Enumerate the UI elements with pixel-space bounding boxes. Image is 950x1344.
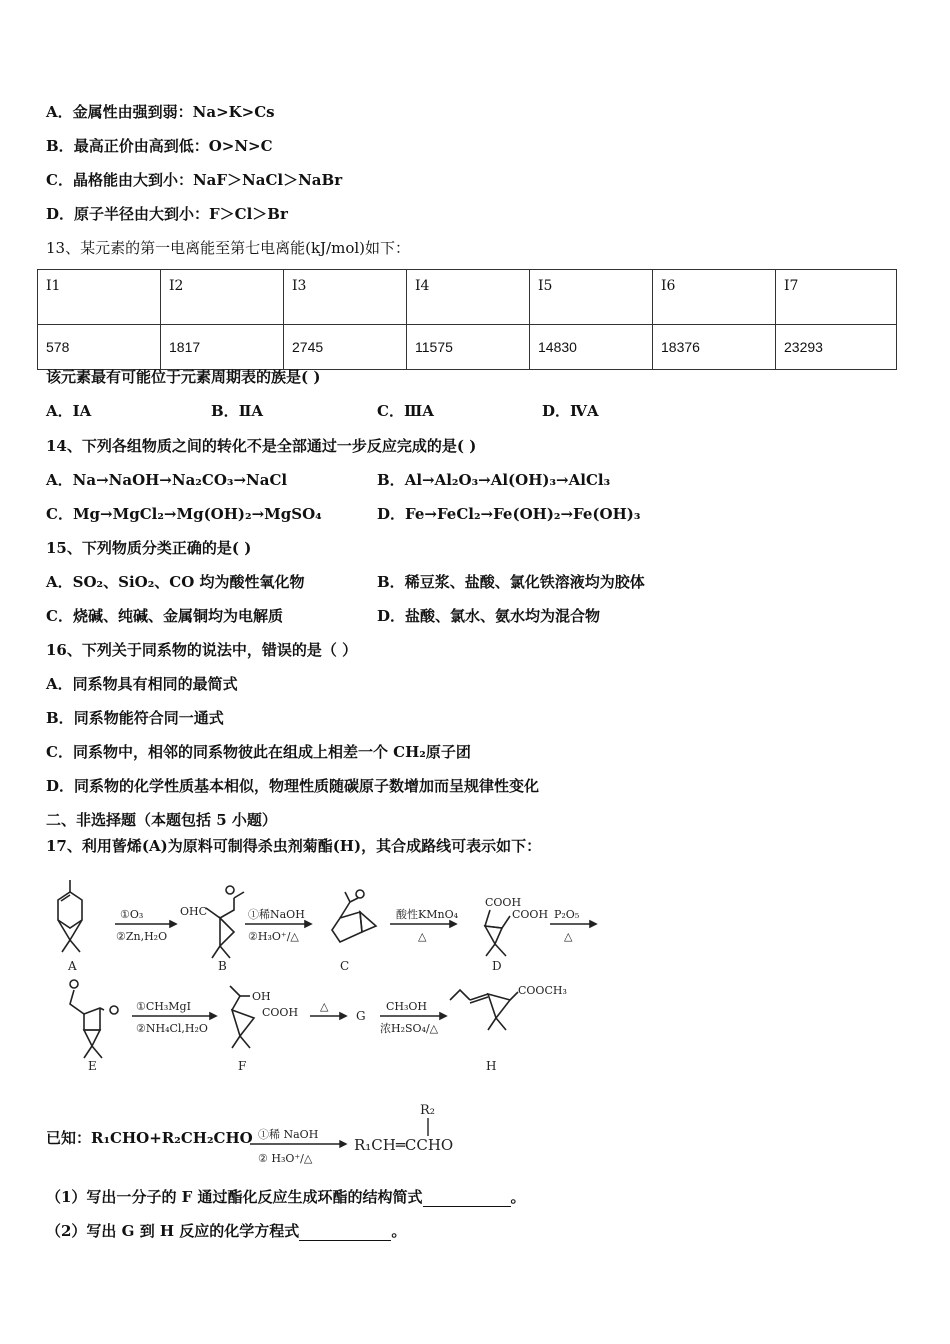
cond-ozone: ①O₃ [120, 908, 144, 921]
q16-option-d: D．同系物的化学性质基本相似，物理性质随碳原子数增加而呈规律性变化 [46, 777, 540, 795]
table-cell: 18376 [653, 325, 776, 370]
table-header-cell: I3 [284, 270, 407, 325]
cond-methanol: CH₃OH [386, 1000, 428, 1013]
label-b: B [218, 959, 227, 973]
cond-dilute-naoh: ①稀NaOH [248, 908, 305, 921]
ionization-energy-table [37, 269, 897, 370]
q14-option-c: C．Mg→MgCl₂→Mg(OH)₂→MgSO₄ [46, 505, 322, 523]
known-reaction-arrow [246, 1100, 496, 1172]
table-cell: 11575 [407, 325, 530, 370]
known-cond-bottom: ② H₃O⁺/△ [258, 1152, 313, 1165]
table-cell: 2745 [284, 325, 407, 370]
compound-a-structure [58, 880, 82, 952]
answer-blank-2[interactable] [299, 1224, 391, 1241]
cond-ch3mgi: ①CH₃MgI [136, 1000, 191, 1013]
cond-heat-3: △ [320, 1000, 329, 1013]
known-reaction: 已知：R₁CHO+R₂CH₂CHO [46, 1129, 253, 1147]
q13-option-b: B．ⅡA [211, 402, 263, 420]
q16-option-c: C．同系物中，相邻的同系物彼此在组成上相差一个 CH₂原子团 [46, 743, 471, 761]
compound-d-structure [485, 896, 548, 956]
q14-option-d: D．Fe→FeCl₂→Fe(OH)₂→Fe(OH)₃ [377, 505, 641, 523]
d-cooh-right: COOH [512, 908, 549, 921]
label-f: F [238, 1059, 247, 1073]
compound-b-structure [180, 886, 244, 958]
cond-zn-water: ②Zn,H₂O [116, 930, 168, 943]
q15-option-d: D．盐酸、氯水、氨水均为混合物 [377, 607, 601, 625]
label-g: G [356, 1009, 366, 1023]
q13-option-d: D．ⅣA [542, 402, 599, 420]
cond-heat-1: △ [418, 930, 427, 943]
section-two-heading: 二、非选择题（本题包括 5 小题） [46, 811, 277, 829]
table-cell: 1817 [161, 325, 284, 370]
q16-stem: 16、下列关于同系物的说法中，错误的是（ ） [46, 641, 358, 659]
label-a: A [68, 959, 77, 973]
b-cho-group: OHC [180, 905, 208, 918]
label-h: H [486, 1059, 497, 1073]
table-header-row [38, 270, 897, 325]
compound-e-structure [70, 980, 118, 1058]
cond-h3o-heat: ②H₃O⁺/△ [248, 930, 299, 943]
q12-option-a: A．金属性由强到弱：Na>K>Cs [46, 103, 275, 121]
answer-blank-1[interactable] [423, 1190, 511, 1207]
f-cooh-group: COOH [262, 1006, 299, 1019]
q14-stem: 14、下列各组物质之间的转化不是全部通过一步反应完成的是( ) [46, 437, 477, 455]
cond-nh4cl: ②NH₄Cl,H₂O [136, 1022, 208, 1035]
q17-sub1: （1）写出一分子的 F 通过酯化反应生成环酯的结构简式 。 [46, 1188, 526, 1206]
cond-h2so4: 浓H₂SO₄/△ [380, 1022, 439, 1035]
label-e: E [88, 1059, 97, 1073]
table-header-cell: I7 [776, 270, 897, 325]
q12-option-c: C．晶格能由大到小：NaF＞NaCl＞NaBr [46, 171, 343, 189]
q13-option-c: C．ⅢA [377, 402, 434, 420]
q15-option-c: C．烧碱、纯碱、金属铜均为电解质 [46, 607, 283, 625]
table-header-cell: I6 [653, 270, 776, 325]
q14-option-a: A．Na→NaOH→Na₂CO₃→NaCl [46, 471, 288, 489]
synthesis-route-diagram [40, 870, 910, 1085]
table-cell: 23293 [776, 325, 897, 370]
q12-option-b: B．最高正价由高到低：O>N>C [46, 137, 273, 155]
q15-stem: 15、下列物质分类正确的是( ) [46, 539, 252, 557]
known-cond-top: ①稀 NaOH [258, 1128, 319, 1141]
cond-heat-2: △ [564, 930, 573, 943]
label-d: D [492, 959, 502, 973]
cond-p2o5: P₂O₅ [554, 908, 580, 921]
q14-option-b: B．Al→Al₂O₃→Al(OH)₃→AlCl₃ [377, 471, 611, 489]
q13-stem: 13、某元素的第一电离能至第七电离能(kJ/mol)如下： [46, 239, 411, 257]
table-row [38, 325, 897, 370]
table-header-cell: I1 [38, 270, 161, 325]
table-header-cell: I5 [530, 270, 653, 325]
h-ester-group: COOCH₃ [518, 984, 567, 997]
cond-kmno4: 酸性KMnO₄ [396, 908, 458, 921]
table-header-cell: I2 [161, 270, 284, 325]
compound-f-structure [230, 986, 298, 1048]
q17-stem: 17、利用蒈烯(A)为原料可制得杀虫剂菊酯(H)，其合成路线可表示如下： [46, 837, 542, 855]
table-header-cell: I4 [407, 270, 530, 325]
d-cooh-top: COOH [485, 896, 522, 909]
table-cell: 14830 [530, 325, 653, 370]
q15-option-b: B．稀豆浆、盐酸、氯化铁溶液均为胶体 [377, 573, 645, 591]
f-oh-group: OH [252, 990, 271, 1003]
q16-option-a: A．同系物具有相同的最简式 [46, 675, 238, 693]
known-product: R₁CH═CCHO [354, 1136, 454, 1154]
q13-question: 该元素最有可能位于元素周期表的族是( ) [46, 368, 321, 386]
compound-c-structure [332, 890, 376, 942]
q17-sub2: （2）写出 G 到 H 反应的化学方程式 。 [46, 1222, 407, 1240]
q13-option-a: A．ⅠA [46, 402, 92, 420]
q12-option-d: D．原子半径由大到小：F＞Cl＞Br [46, 205, 288, 223]
label-c: C [340, 959, 350, 973]
table-cell: 578 [38, 325, 161, 370]
q16-option-b: B．同系物能符合同一通式 [46, 709, 224, 727]
compound-h-structure [450, 984, 567, 1030]
q15-option-a: A．SO₂、SiO₂、CO 均为酸性氧化物 [46, 573, 305, 591]
known-product-r2: R₂ [420, 1103, 435, 1118]
